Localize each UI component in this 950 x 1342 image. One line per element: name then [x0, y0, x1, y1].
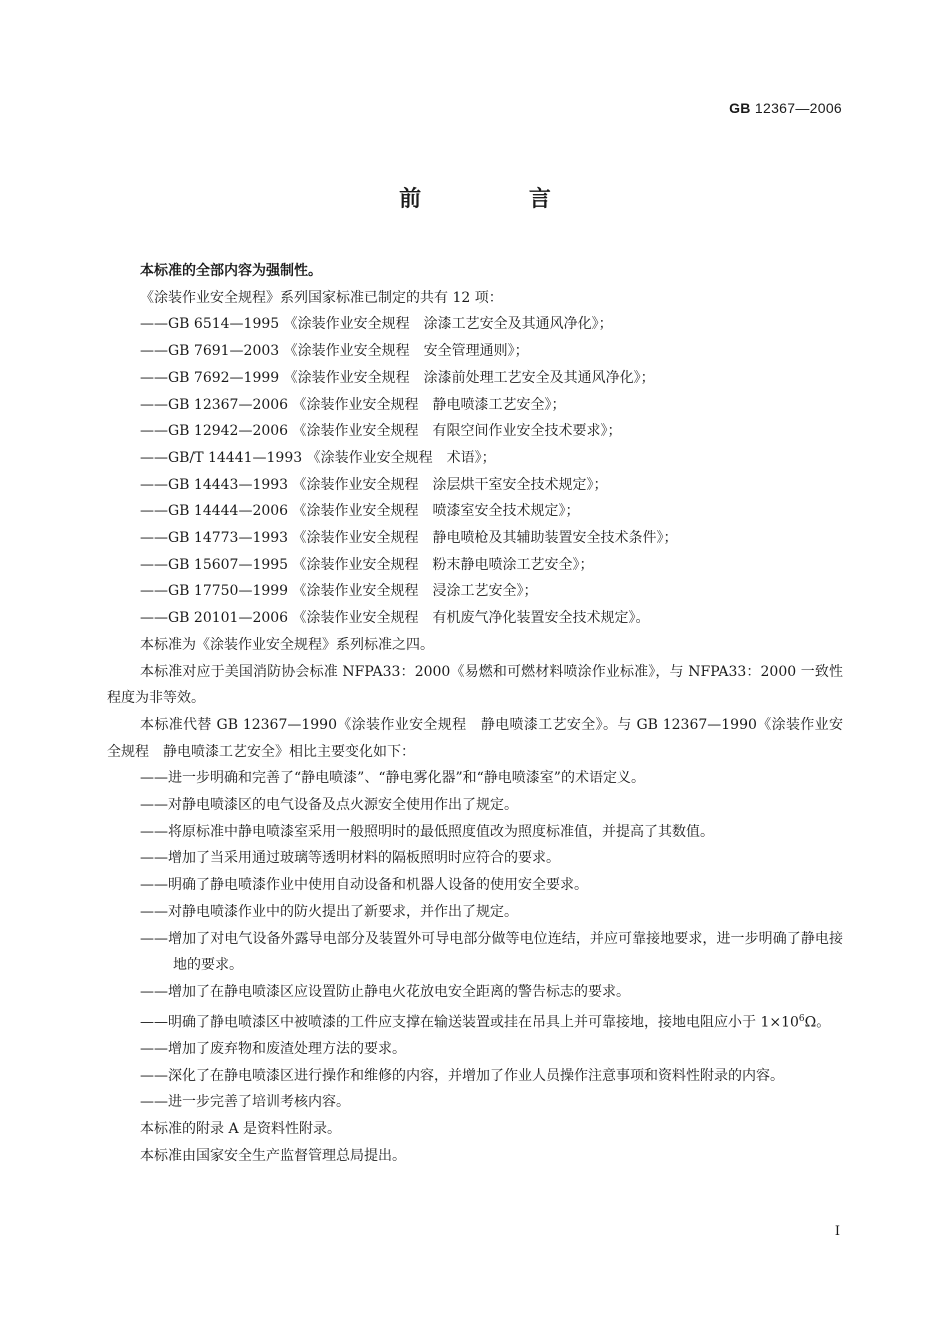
- list-item-grounding: [107, 1006, 843, 1036]
- list-item: ——GB 14773—1993 《涂装作业安全规程 静电喷枪及其辅助装置安全技术条件》；: [140, 530, 678, 547]
- standard-code-prefix: GB: [729, 100, 751, 116]
- paragraph-series-position: 本标准为《涂装作业安全规程》系列标准之四。: [140, 636, 434, 653]
- page-number: I: [834, 1224, 840, 1239]
- unit-text: Ω。: [804, 1014, 831, 1031]
- standard-code: [729, 100, 842, 116]
- list-item-text: ——明确了静电喷漆区中被喷漆的工件应支撑在输送装置或挂在吊具上并可靠接地，接地电阻应小于 1×10: [140, 1014, 799, 1031]
- document-body: [107, 258, 843, 1170]
- list-item: ——进一步完善了培训考核内容。: [140, 1094, 350, 1111]
- list-item: ——GB 20101—2006 《涂装作业安全规程 有机废气净化装置安全技术规定》。: [140, 610, 650, 627]
- list-item: ——GB 7692—1999 《涂装作业安全规程 涂漆前处理工艺安全及其通风净化》；: [140, 369, 655, 386]
- list-item: ——GB 12367—2006 《涂装作业安全规程 静电喷漆工艺安全》；: [140, 396, 566, 413]
- paragraph-proposer: 本标准由国家安全生产监督管理总局提出。: [140, 1147, 406, 1164]
- paragraph-series-intro: 《涂装作业安全规程》系列国家标准已制定的共有 12 项：: [140, 289, 503, 306]
- list-item: ——对静电喷漆作业中的防火提出了新要求，并作出了规定。: [140, 903, 518, 920]
- list-item: ——进一步明确和完善了“静电喷漆”、“静电雾化器”和“静电喷漆室”的术语定义。: [140, 770, 645, 787]
- list-item: ——GB 14444—2006 《涂装作业安全规程 喷漆室安全技术规定》；: [140, 503, 580, 520]
- list-item: ——GB 15607—1995 《涂装作业安全规程 粉末静电喷涂工艺安全》；: [140, 556, 594, 573]
- list-item: ——GB 12942—2006 《涂装作业安全规程 有限空间作业安全技术要求》；: [140, 423, 622, 440]
- list-item: ——GB 7691—2003 《涂装作业安全规程 安全管理通则》；: [140, 343, 529, 360]
- exponent: 6: [798, 1013, 805, 1024]
- paragraph-replacement: 本标准代替 GB 12367—1990《涂装作业安全规程 静电喷漆工艺安全》。与 GB 12367—1990《涂装作业安全规程 静电喷漆工艺安全》相比主要变化如下：: [107, 716, 843, 760]
- paragraph-appendix: 本标准的附录 A 是资料性附录。: [140, 1121, 342, 1138]
- paragraph-correspondence: 本标准对应于美国消防协会标准 NFPA33：2000《易燃和可燃材料喷涂作业标准》，与 NFPA33：2000 一致性程度为非等效。: [107, 663, 843, 707]
- list-item: ——增加了当采用通过玻璃等透明材料的隔板照明时应符合的要求。: [140, 850, 560, 867]
- list-item: ——明确了静电喷漆作业中使用自动设备和机器人设备的使用安全要求。: [140, 877, 588, 894]
- list-item: ——GB 17750—1999 《涂装作业安全规程 浸涂工艺安全》；: [140, 583, 538, 600]
- list-item: ——GB 6514—1995 《涂装作业安全规程 涂漆工艺安全及其通风净化》；: [140, 316, 613, 333]
- list-item: ——对静电喷漆区的电气设备及点火源安全使用作出了规定。: [140, 797, 518, 814]
- list-item: ——增加了废弃物和废渣处理方法的要求。: [140, 1041, 406, 1058]
- standards-list: [107, 311, 843, 631]
- list-item: ——GB 14443—1993 《涂装作业安全规程 涂层烘干室安全技术规定》；: [140, 476, 608, 493]
- list-item: ——增加了对电气设备外露导电部分及装置外可导电部分做等电位连结，并应可靠接地要求，进一步明确了静电接地的要求。: [140, 930, 843, 974]
- paragraph-mandatory: 本标准的全部内容为强制性。: [140, 263, 322, 279]
- page-title: 前 言: [399, 187, 601, 212]
- changes-list: [107, 765, 843, 1116]
- standard-code-number: 12367—2006: [754, 100, 842, 116]
- list-item: ——GB/T 14441—1993 《涂装作业安全规程 术语》；: [140, 449, 496, 466]
- list-item: ——将原标准中静电喷漆室采用一般照明时的最低照度值改为照度标准值，并提高了其数值。: [140, 823, 714, 840]
- list-item: ——增加了在静电喷漆区应设置防止静电火花放电安全距离的警告标志的要求。: [140, 983, 630, 1000]
- list-item: ——深化了在静电喷漆区进行操作和维修的内容，并增加了作业人员操作注意事项和资料性附录的内容。: [140, 1067, 784, 1084]
